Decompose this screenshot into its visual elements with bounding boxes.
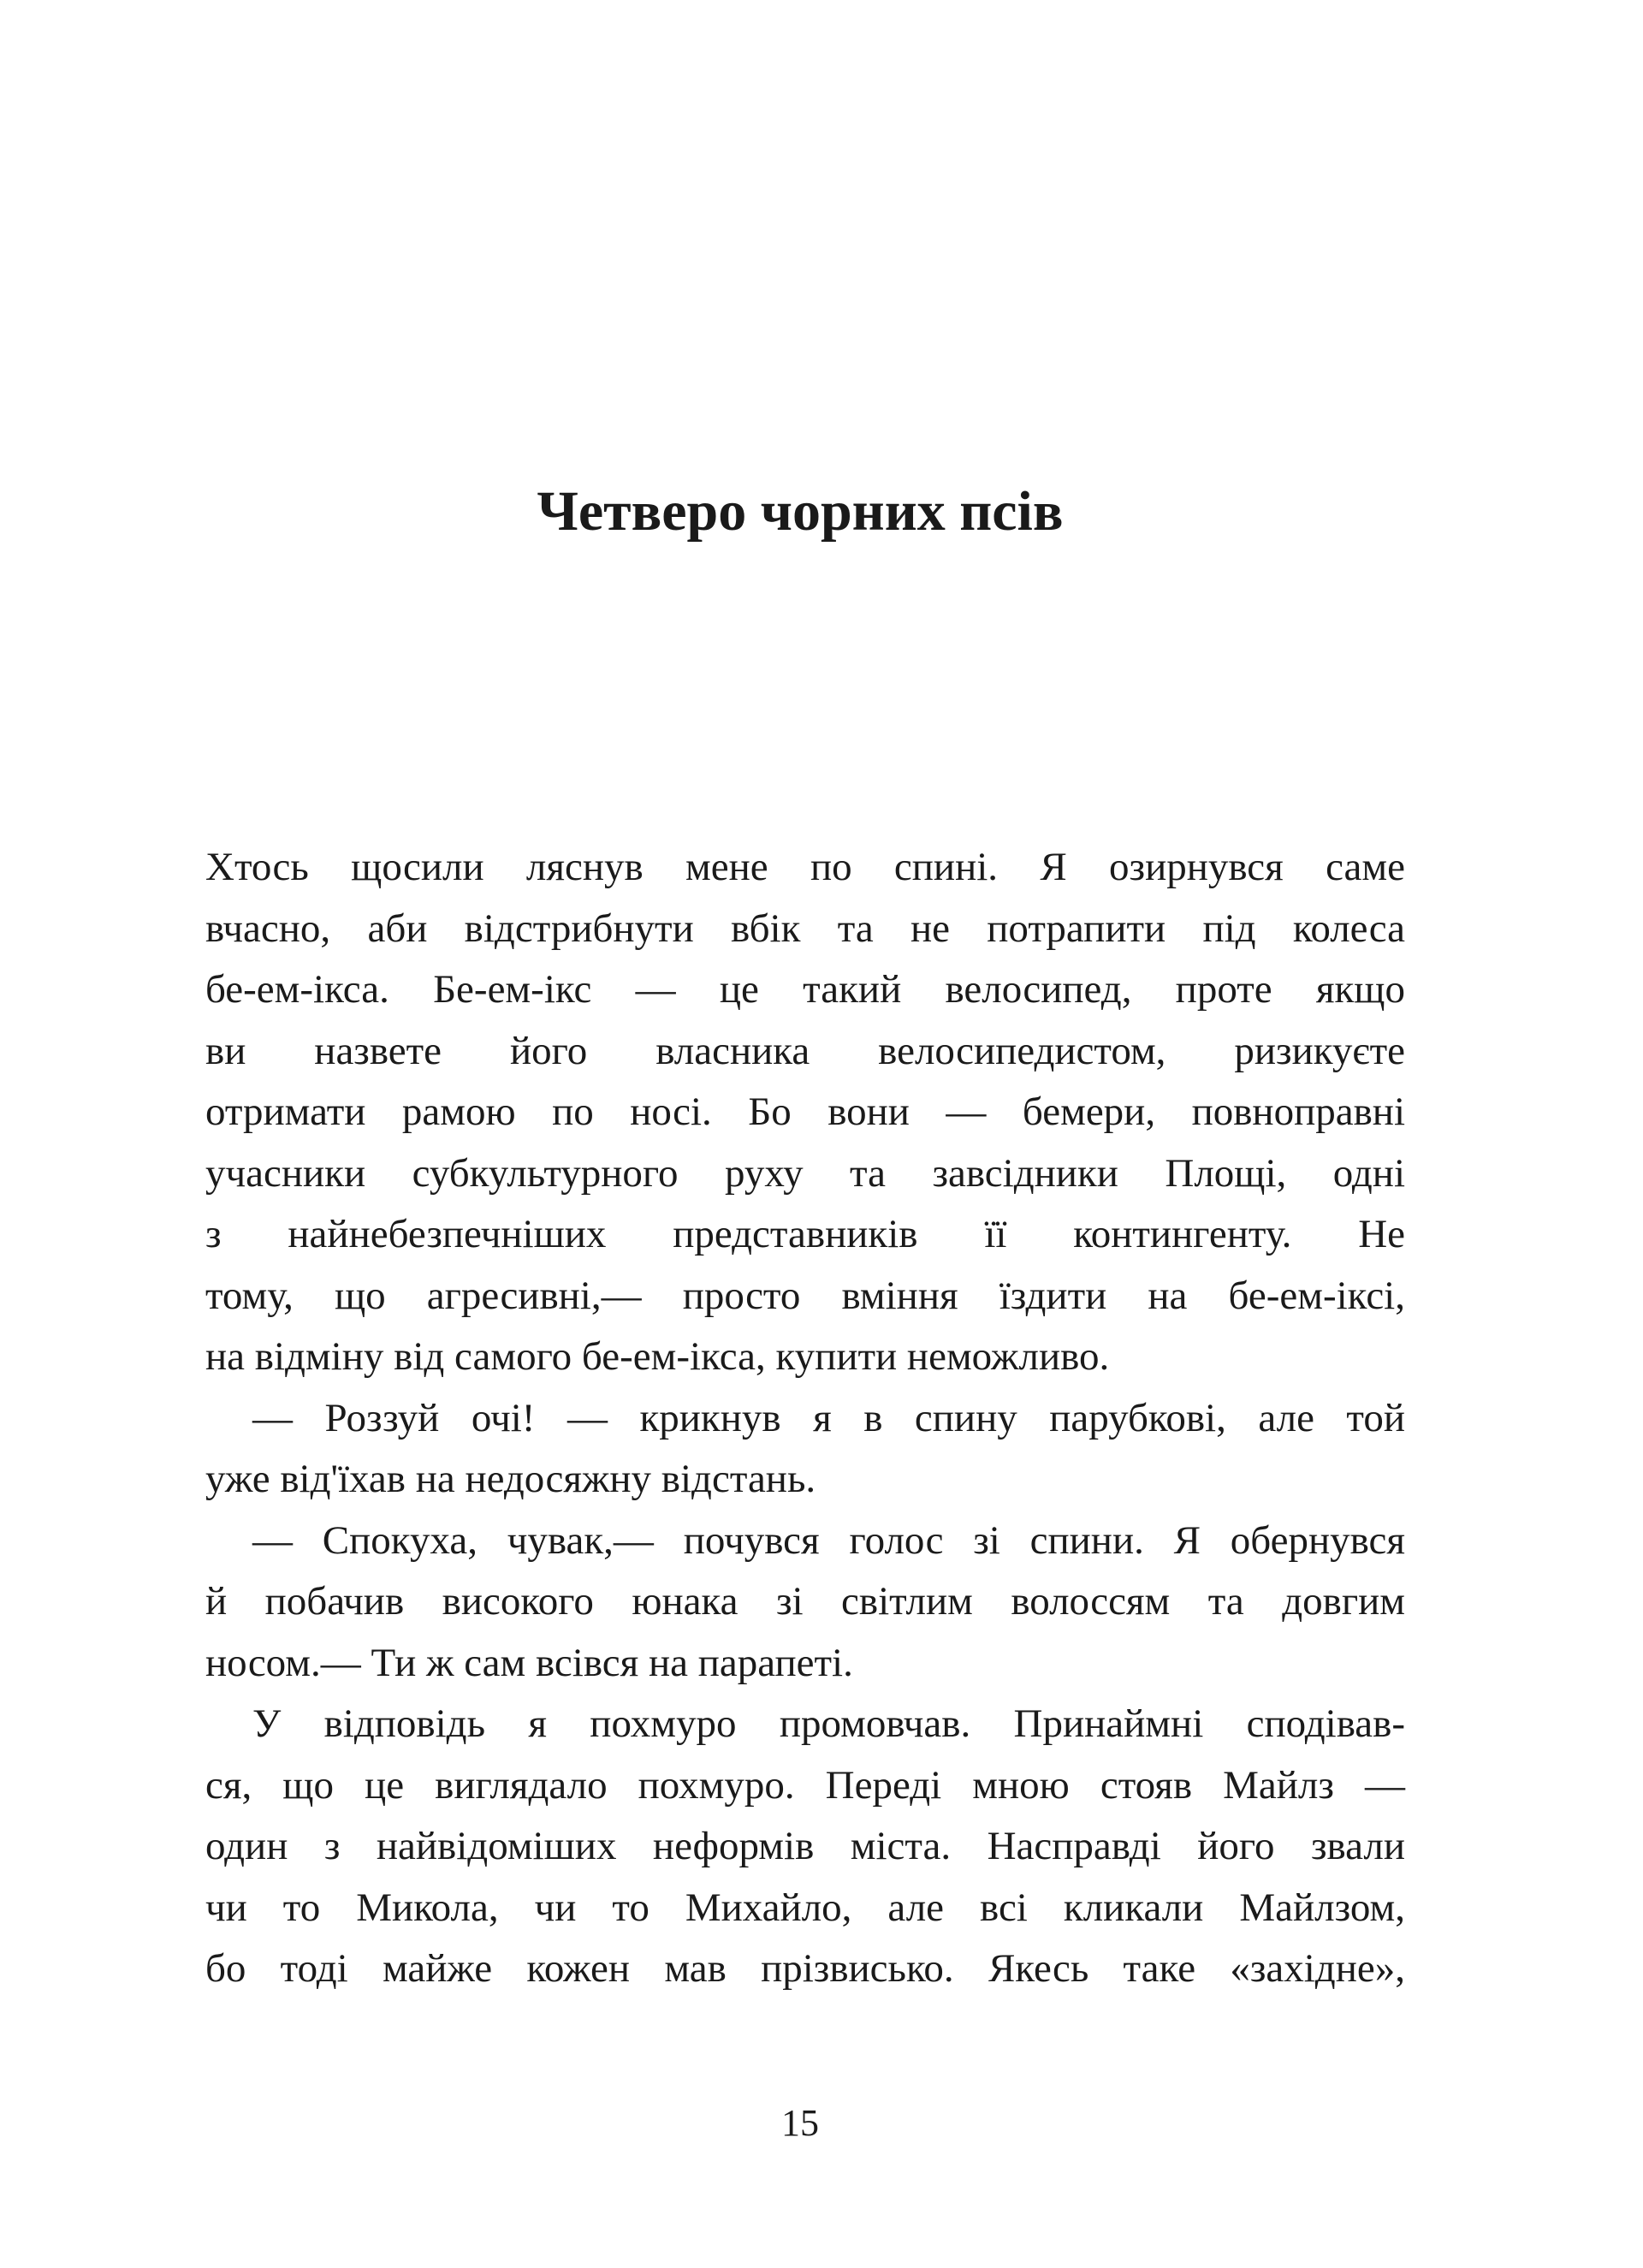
body-text [205,843,1405,2006]
text-line: ся, що це виглядало похмуро. Переді мною стояв Майлз — [205,1762,1405,1808]
text-line: учасники субкультурного руху та завсідники Площі, одні [205,1150,1405,1196]
text-line: вчасно, аби відстрибнути вбік та не потрапити під колеса [205,905,1405,951]
text-line: й побачив високого юнака зі світлим волоссям та довгим [205,1579,1405,1624]
text-line: — Спокуха, чувак,— почувся голос зі спини. Я обернувся [252,1517,1405,1563]
text-line: на відміну від самого бе-ем-ікса, купити неможливо. [205,1334,1110,1379]
page-number: 15 [781,2102,819,2144]
text-line: У відповідь я похмуро промовчав. Принаймні сподівав- [252,1701,1405,1746]
text-line: — Роззуй очі! — крикнув я в спину парубкові, але той [252,1395,1405,1440]
text-line: отримати рамою по носі. Бо вони — бемери, повноправні [205,1089,1405,1134]
text-line: чи то Микола, чи то Михайло, але всі кликали Майлзом, [205,1885,1405,1930]
text-line: уже від'їхав на недосяжну відстань. [205,1457,816,1501]
text-line: з найнебезпечніших представників її контингенту. Не [205,1212,1405,1256]
text-line: ви назвете його власника велосипедистом, ризикуєте [205,1028,1405,1073]
text-line: носом.— Ти ж сам всівся на парапеті. [205,1640,853,1685]
text-line: бо тоді майже кожен мав прізвисько. Якесь таке «західне», [205,1946,1405,1991]
text-line: один з найвідоміших неформів міста. Насправді його звали [205,1824,1405,1868]
text-line: Хтось щосили ляснув мене по спині. Я озирнувся саме [205,845,1405,889]
chapter-title: Четверо чорних псів [537,480,1064,543]
text-line: бе-ем-ікса. Бе-ем-ікс — це такий велосипед, проте якщо [205,967,1405,1012]
text-line: тому, що агресивні,— просто вміння їздити на бе-ем-іксі, [205,1273,1405,1318]
